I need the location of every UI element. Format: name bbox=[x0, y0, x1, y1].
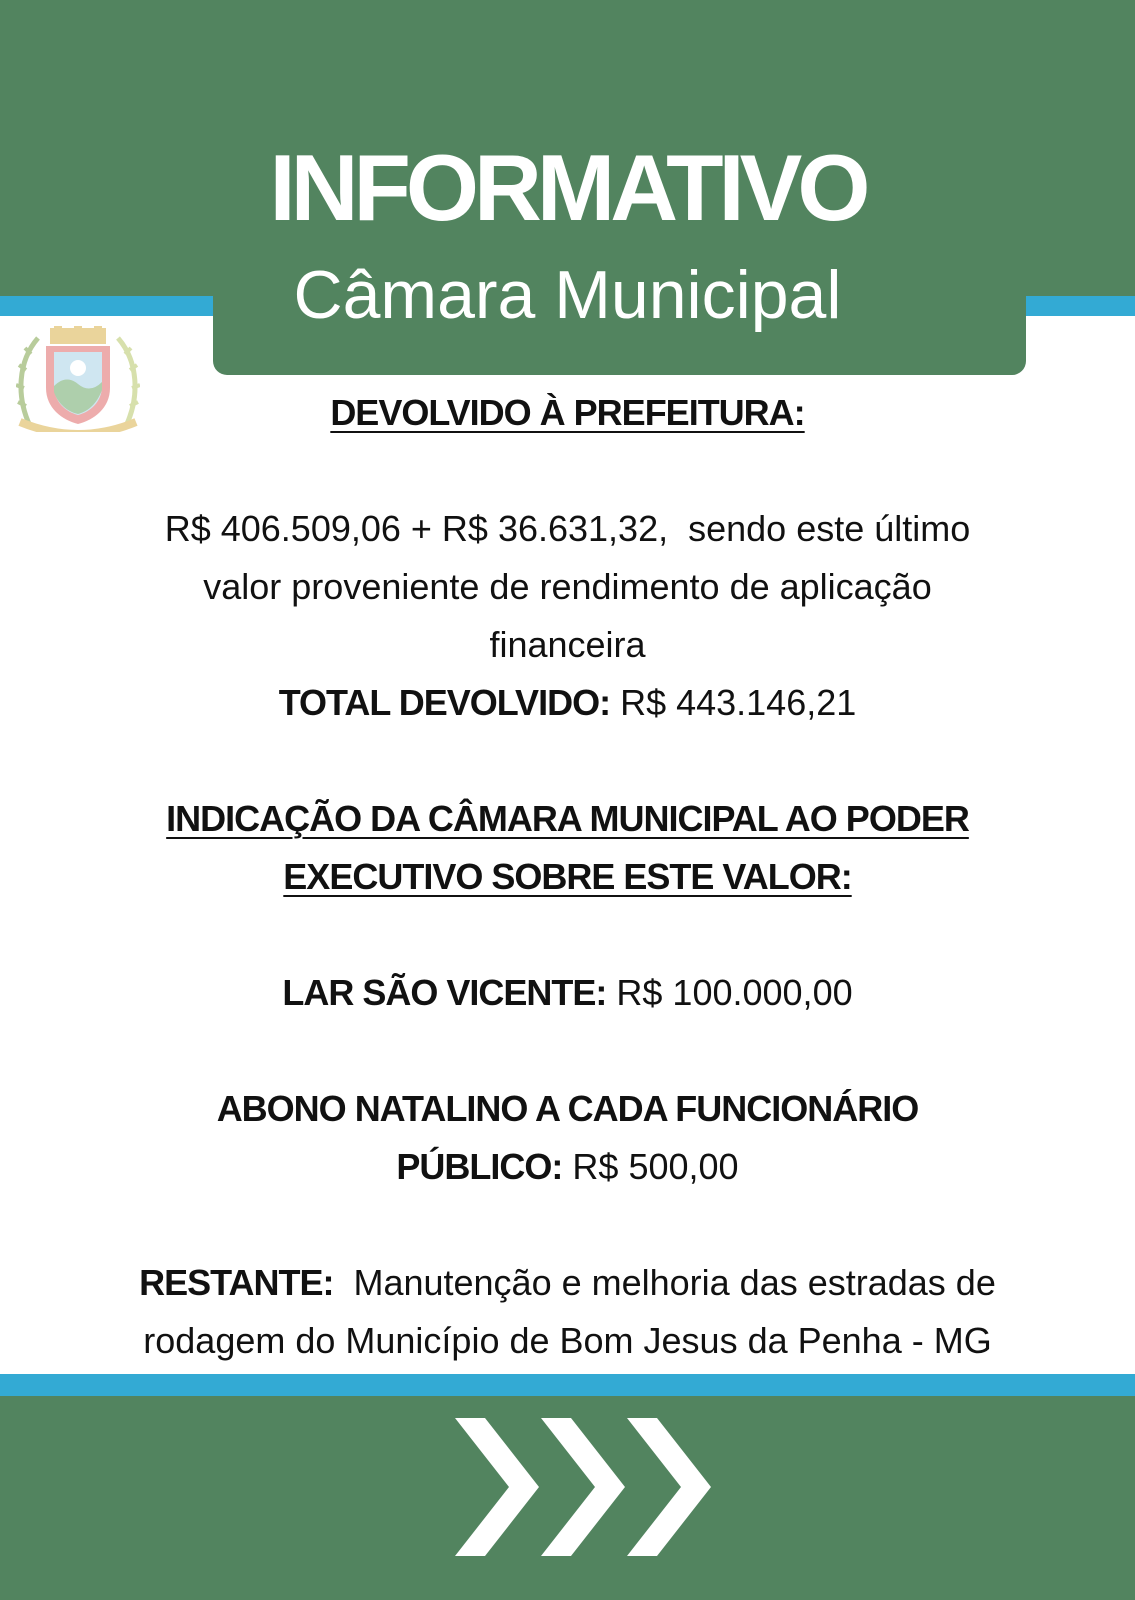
section-heading-indication: INDICAÇÃO DA CÂMARA MUNICIPAL AO PODER bbox=[166, 798, 969, 839]
triple-chevron-right-icon bbox=[455, 1418, 711, 1556]
restante-text: Manutenção e melhoria das estradas de bbox=[333, 1262, 996, 1303]
abono-natalino-value: R$ 500,00 bbox=[562, 1146, 739, 1187]
abono-natalino-line bbox=[80, 1138, 1055, 1196]
restante-label: RESTANTE: bbox=[139, 1262, 334, 1303]
abono-natalino-label-end: PÚBLICO: bbox=[396, 1146, 563, 1187]
lar-sao-vicente-value: R$ 100.000,00 bbox=[606, 972, 853, 1013]
returned-amount-line: R$ 406.509,06 + R$ 36.631,32, sendo este último bbox=[164, 508, 971, 549]
restante-text-line2: rodagem do Município de Bom Jesus da Penha - MG bbox=[143, 1320, 992, 1361]
abono-natalino-label: ABONO NATALINO A CADA FUNCIONÁRIO bbox=[216, 1088, 919, 1129]
bottom-divider-stripe bbox=[0, 1374, 1135, 1396]
page-title: INFORMATIVO bbox=[269, 135, 866, 240]
main-content bbox=[80, 384, 1055, 1370]
section-heading-returned: DEVOLVIDO À PREFEITURA: bbox=[330, 392, 805, 433]
returned-description-line-end: financeira bbox=[489, 624, 646, 665]
lar-sao-vicente-label: LAR SÃO VICENTE: bbox=[282, 972, 607, 1013]
restante-line bbox=[80, 1254, 1055, 1312]
total-returned-line bbox=[80, 674, 1055, 732]
page-subtitle: Câmara Municipal bbox=[293, 257, 842, 333]
section-heading-indication-line2: EXECUTIVO SOBRE ESTE VALOR: bbox=[283, 856, 852, 897]
returned-description-line: valor proveniente de rendimento de aplicação bbox=[203, 566, 932, 607]
lar-sao-vicente-line bbox=[80, 964, 1055, 1022]
total-returned-value: R$ 443.146,21 bbox=[610, 682, 857, 723]
total-returned-label: TOTAL DEVOLVIDO: bbox=[278, 682, 611, 723]
